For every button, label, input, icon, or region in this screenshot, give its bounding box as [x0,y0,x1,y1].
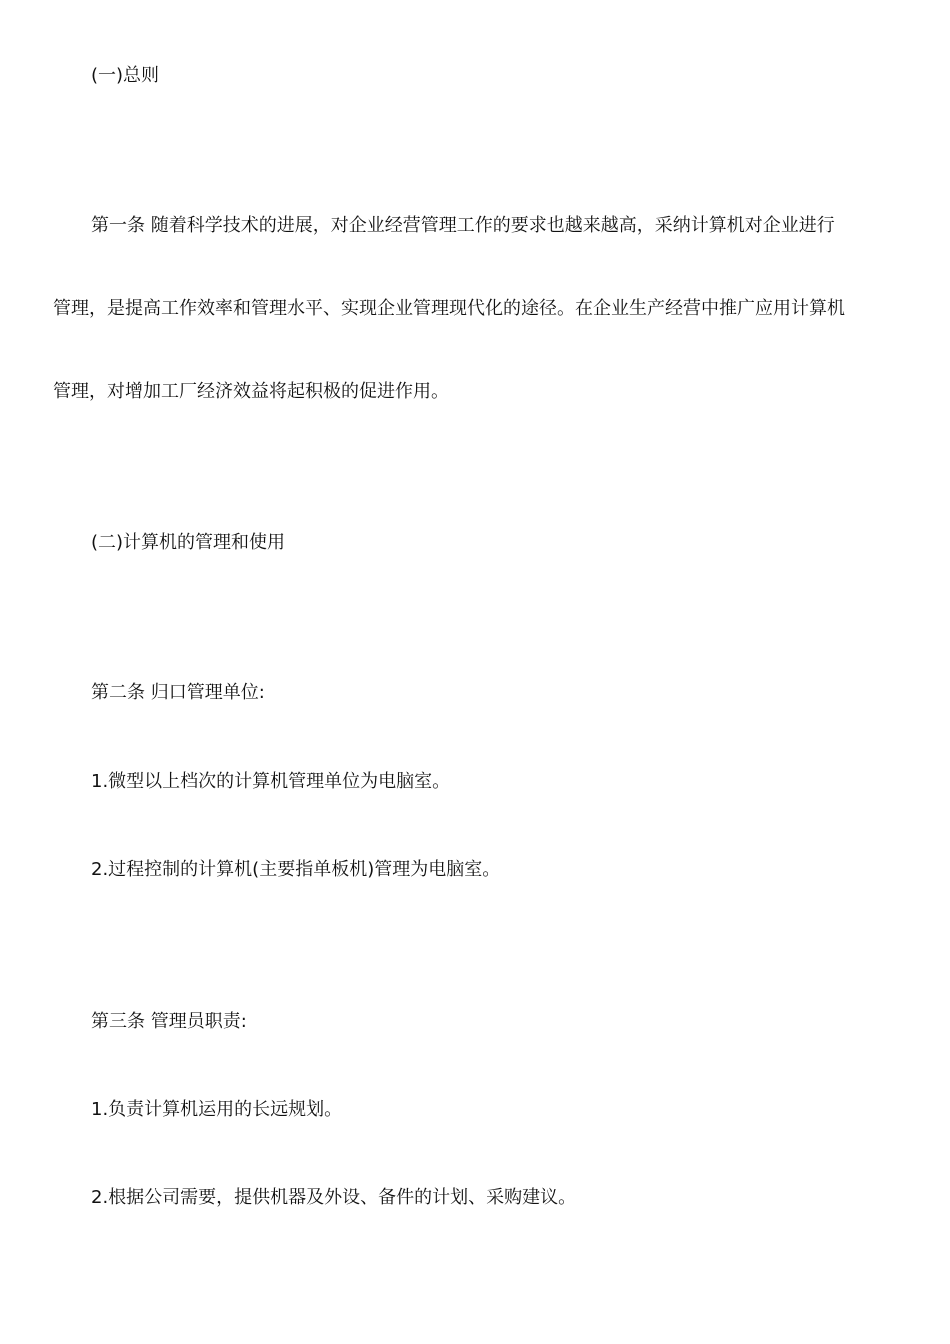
article-2-title: 第二条 归口管理单位: [91,682,265,703]
article-3-item-2: 2.根据公司需要，提供机器及外设、备件的计划、采购建议。 [91,1187,577,1208]
article-1-line-1: 第一条 随着科学技术的进展，对企业经营管理工作的要求也越来越高，采纳计算机对企业进行 [91,215,835,236]
article-3-title: 第三条 管理员职责: [91,1011,247,1032]
article-1-line-3: 管理，对增加工厂经济效益将起积极的促进作用。 [53,381,449,402]
section-heading-computer-management: (二)计算机的管理和使用 [91,532,286,553]
article-2-item-2: 2.过程控制的计算机(主要指单板机)管理为电脑室。 [91,859,501,880]
article-3-item-1: 1.负责计算机运用的长远规划。 [91,1099,343,1120]
article-2-item-1: 1.微型以上档次的计算机管理单位为电脑室。 [91,771,451,792]
section-heading-general: (一)总则 [91,65,160,86]
article-1-line-2: 管理，是提高工作效率和管理水平、实现企业管理现代化的途径。在企业生产经营中推广应用计算机 [53,298,845,319]
